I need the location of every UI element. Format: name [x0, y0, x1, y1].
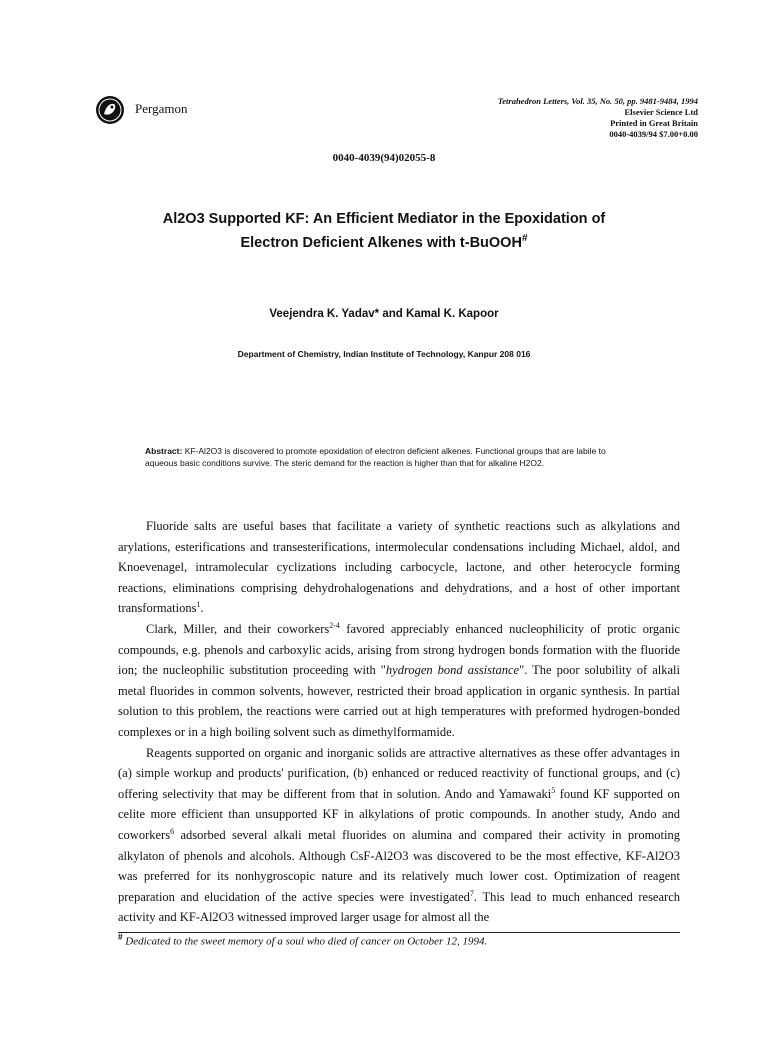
affiliation: Department of Chemistry, Indian Institute of Technology, Kanpur 208 016	[237, 349, 531, 359]
paragraph-2-emphasis: hydrogen bond assistance	[385, 663, 520, 678]
ref-6: 6	[170, 826, 175, 836]
ref-5: 5	[551, 785, 556, 795]
price-line: 0040-4039/94 $7.00+0.00	[609, 129, 698, 139]
abstract-label: Abstract:	[145, 446, 183, 456]
abstract-text: KF-Al2O3 is discovered to promote epoxidation of electron deficient alkenes. Functional groups that are labile to aqueous basic conditions survive. The steric demand for the reaction is higher than that for alkaline H2O2.	[145, 446, 606, 468]
paper-title	[90, 210, 678, 253]
abstract	[145, 446, 630, 469]
paragraph-3-text-a: Reagents supported on organic and inorganic solids are attractive alternatives as these offer advantages in (a) simple workup and products' purification, (b) enhanced or reduced reactivity of functional groups, and (c) offering selectivity that may be different from that in solution. Ando and Yamawaki	[118, 745, 680, 801]
authors: Veejendra K. Yadav* and Kamal K. Kapoor	[269, 308, 499, 320]
title-line-1: Al2O3 Supported KF: An Efficient Mediator in the Epoxidation of	[162, 211, 606, 227]
footnote-marker: #	[118, 932, 123, 942]
ref-2-4: 2-4	[329, 620, 340, 630]
paragraph-2-text-b: favored appreciably enhanced nucleophilicity of protic organic compounds, e.g. phenols and carboxylic acids, arising from strong hydrogen bonds formation with the fluoride ion; the nucleophilic substitution proceeding with "	[118, 621, 680, 678]
doi-code: 0040-4039(94)02055-8	[332, 152, 436, 164]
title-marker: #	[521, 233, 528, 244]
journal-info	[498, 96, 698, 140]
body-text	[118, 516, 680, 928]
ref-7: 7	[469, 888, 474, 898]
paragraph-2-text-c: ". The poor solubility of alkali metal fluorides in common solvents, however, restricted their broad application in organic synthesis. In partial solution to this problem, the reactions were carried out at high temperatures with preformed hydrogen-bonded complexes or in a high boiling solvent such as dimethylformamide.	[118, 663, 680, 739]
paragraph-2	[118, 619, 680, 743]
printed-line: Printed in Great Britain	[610, 118, 698, 128]
paragraph-1: Fluoride salts are useful bases that facilitate a variety of synthetic reactions such as alkylations and arylations, esterifications and transesterifications, intermolecular condensations including Michael, aldol, and Knoevenagel, intramolecular cyclizations including carbocycle, lactone, and other heterocycle forming reactions, eliminations comprising dehydrohalogenations and dehydrations, and a host of other important transformations$^1$.	[118, 519, 680, 616]
paragraph-3-text-c: adsorbed several alkali metal fluorides on alumina and compared their activity in promoting alkylaton of phenols and alcohols. Although CsF-Al2O3 was discovered to be the most effective, KF-Al2O3 was preferred for its nonhygroscopic nature and its relatively much lower cost. Optimization of reagent preparation and elucidation of the active species were investigated	[118, 827, 680, 904]
paragraph-2-text-a: Clark, Miller, and their coworkers	[146, 621, 330, 636]
publisher-line: Elsevier Science Ltd	[624, 107, 698, 117]
paragraph-3	[118, 743, 680, 928]
ref-1: 1	[196, 600, 201, 610]
pergamon-logo-icon	[95, 95, 125, 125]
paragraph-3-text-d: . This lead to much enhanced research activity and KF-Al2O3 witnessed improved larger usage for almost all the	[118, 889, 680, 925]
publisher-name: Pergamon	[135, 101, 188, 116]
journal-citation: Tetrahedron Letters, Vol. 35, No. 50, pp. 9481-9484, 1994	[497, 96, 698, 106]
paragraph-1-text: Fluoride salts are useful bases that facilitate a variety of synthetic reactions such as alkylations and arylations, esterifications and transesterifications, intermolecular condensations including Michael, aldol, and Knoevenagel, intramolecular cyclizations including carbocycle, lactone, and other heterocycle forming reactions, eliminations comprising dehydrohalogenations and dehydrations, and a host of other important transformations	[118, 519, 680, 616]
footnote	[118, 932, 487, 948]
footnote-text: Dedicated to the sweet memory of a soul who died of cancer on October 12, 1994.	[125, 935, 488, 948]
paragraph-3-text-b: found KF supported on celite more efficient than unsupported KF in alkylations of protic compounds. In another study, Ando and coworkers	[118, 786, 680, 842]
title-line-2: Electron Deficient Alkenes with t-BuOOH	[240, 234, 522, 251]
